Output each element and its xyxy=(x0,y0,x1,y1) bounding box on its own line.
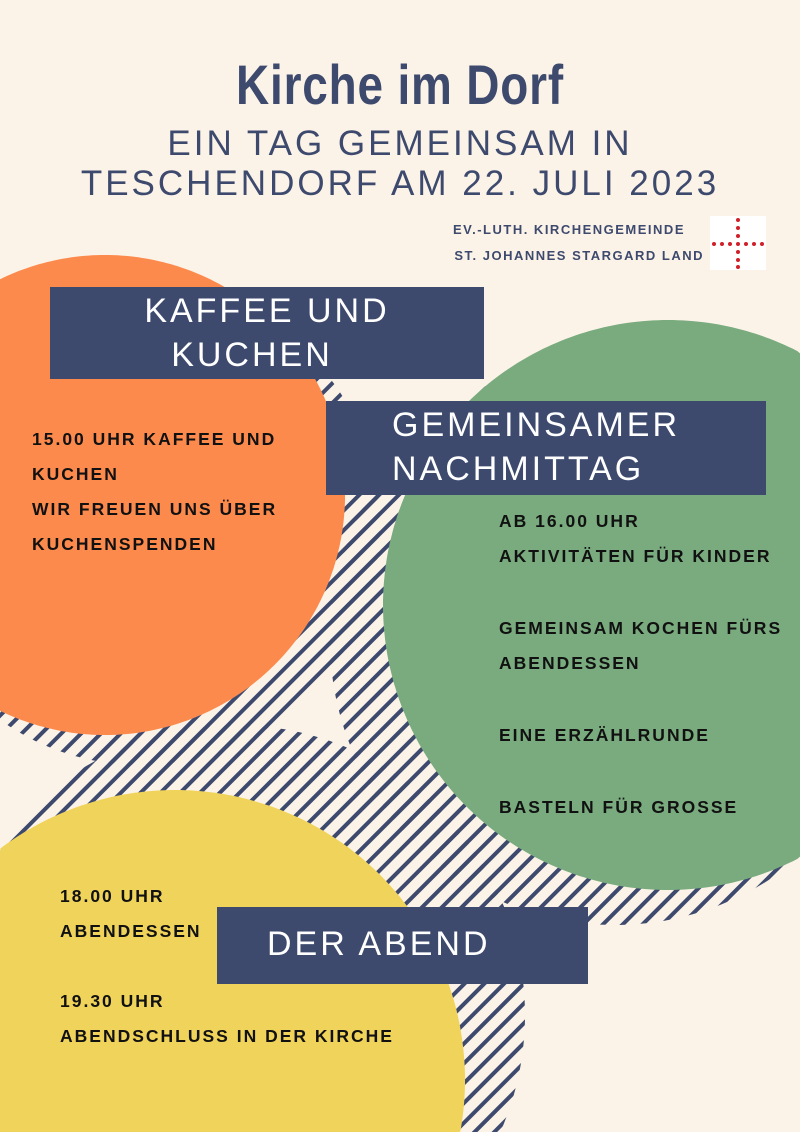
text-line: KUCHENSPENDEN xyxy=(32,534,218,554)
dotted-cross-icon xyxy=(710,216,766,270)
text-line: WIR FREUEN UNS ÜBER xyxy=(32,499,278,519)
text-line: ABENDESSEN xyxy=(60,921,202,941)
heading-line: GEMEINSAMER xyxy=(392,406,681,444)
org-line-2: ST. JOHANNES STARGARD LAND xyxy=(454,248,704,263)
section-body-nachmittag xyxy=(499,504,782,825)
section-body-kaffee xyxy=(32,422,277,562)
text-line: EINE ERZÄHLRUNDE xyxy=(499,725,710,745)
page-title: Kirche im Dorf xyxy=(236,53,564,116)
heading-line: KUCHEN xyxy=(171,336,333,374)
heading-line: NACHMITTAG xyxy=(392,450,645,488)
org-line-1: EV.-LUTH. KIRCHENGEMEINDE xyxy=(452,222,685,237)
text-line: ABENDESSEN xyxy=(499,653,641,673)
text-line: GEMEINSAM KOCHEN FÜRS xyxy=(499,618,783,638)
text-line: ABENDSCHLUSS IN DER KIRCHE xyxy=(60,1026,394,1046)
section-body-abend xyxy=(60,879,394,1054)
text-line: 18.00 UHR xyxy=(60,886,165,906)
section-heading-nachmittag xyxy=(326,401,766,495)
subtitle-line-2: TESCHENDORF AM 22. JULI 2023 xyxy=(80,164,720,203)
text-line: AB 16.00 UHR xyxy=(499,511,640,531)
text-line: AKTIVITÄTEN FÜR KINDER xyxy=(499,546,772,566)
subtitle-line-1: EIN TAG GEMEINSAM IN xyxy=(167,124,633,163)
heading-line: KAFFEE UND xyxy=(144,292,390,330)
text-line: BASTELN FÜR GROSSE xyxy=(499,797,739,817)
section-heading-kaffee xyxy=(50,287,484,379)
text-line: 15.00 UHR KAFFEE UND xyxy=(32,429,277,449)
text-line: KUCHEN xyxy=(32,464,119,484)
text-line: 19.30 UHR xyxy=(60,991,165,1011)
heading-line: DER ABEND xyxy=(267,925,491,963)
